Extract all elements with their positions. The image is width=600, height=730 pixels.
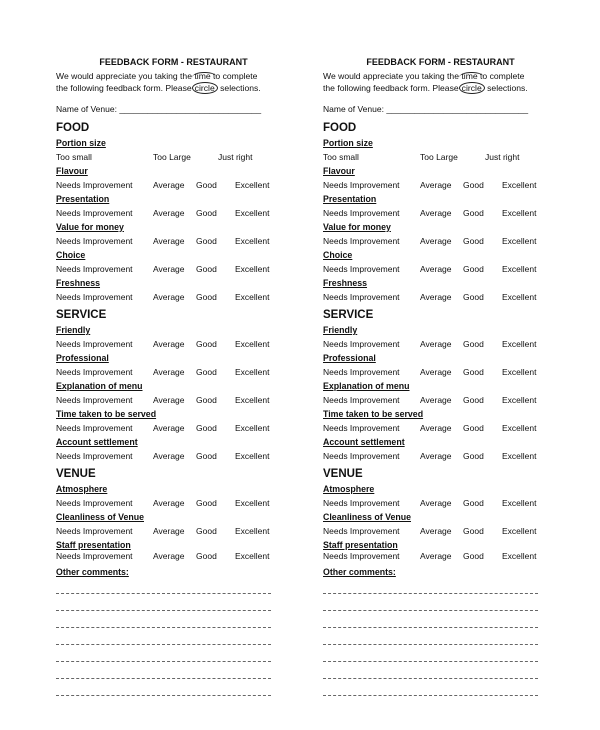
question-atmosphere: Atmosphere bbox=[323, 484, 375, 494]
option-average[interactable]: Average bbox=[420, 526, 452, 536]
option-too-small[interactable]: Too small bbox=[56, 152, 92, 162]
option-needs-improvement[interactable]: Needs Improvement bbox=[56, 526, 133, 536]
option-average[interactable]: Average bbox=[153, 339, 185, 349]
question-choice: Choice bbox=[323, 250, 353, 260]
option-excellent[interactable]: Excellent bbox=[502, 551, 537, 561]
question-portion-size: Portion size bbox=[56, 138, 106, 148]
option-excellent[interactable]: Excellent bbox=[235, 451, 270, 461]
option-good[interactable]: Good bbox=[463, 498, 484, 508]
option-needs-improvement[interactable]: Needs Improvement bbox=[323, 526, 400, 536]
option-good[interactable]: Good bbox=[196, 264, 217, 274]
intro-time-word: time bbox=[461, 71, 478, 81]
rating-options bbox=[56, 180, 291, 191]
service-heading: SERVICE bbox=[323, 309, 374, 321]
option-average[interactable]: Average bbox=[420, 423, 452, 433]
option-good[interactable]: Good bbox=[463, 292, 484, 302]
option-just-right[interactable]: Just right bbox=[218, 152, 253, 162]
comment-line[interactable] bbox=[56, 661, 271, 662]
option-needs-improvement[interactable]: Needs Improvement bbox=[56, 264, 133, 274]
rating-options bbox=[323, 551, 558, 562]
question-explanation-of-menu: Explanation of menu bbox=[56, 381, 143, 391]
food-heading: FOOD bbox=[323, 122, 357, 134]
rating-options bbox=[323, 208, 558, 219]
option-needs-improvement[interactable]: Needs Improvement bbox=[323, 451, 400, 461]
comment-line[interactable] bbox=[56, 695, 271, 696]
venue-heading: VENUE bbox=[56, 468, 96, 480]
option-average[interactable]: Average bbox=[153, 264, 185, 274]
rating-options bbox=[323, 526, 558, 537]
comment-line[interactable] bbox=[323, 678, 538, 679]
option-good[interactable]: Good bbox=[463, 264, 484, 274]
rating-options bbox=[323, 180, 558, 191]
option-excellent[interactable]: Excellent bbox=[502, 208, 537, 218]
option-average[interactable]: Average bbox=[420, 395, 452, 405]
intro-text-2: the following feedback form. Please bbox=[56, 83, 192, 93]
option-needs-improvement[interactable]: Needs Improvement bbox=[323, 395, 400, 405]
option-average[interactable]: Average bbox=[420, 264, 452, 274]
venue-name-field[interactable]: Name of Venue: ______________________________ bbox=[56, 104, 262, 114]
option-excellent[interactable]: Excellent bbox=[235, 339, 270, 349]
comment-line[interactable] bbox=[323, 593, 538, 594]
intro-circle-word: circle bbox=[192, 82, 218, 94]
form-title: FEEDBACK FORM - RESTAURANT bbox=[366, 57, 515, 67]
option-good[interactable]: Good bbox=[463, 208, 484, 218]
option-excellent[interactable]: Excellent bbox=[235, 208, 270, 218]
option-needs-improvement[interactable]: Needs Improvement bbox=[56, 395, 133, 405]
rating-options bbox=[323, 236, 558, 247]
question-friendly: Friendly bbox=[323, 325, 358, 335]
option-good[interactable]: Good bbox=[196, 451, 217, 461]
option-average[interactable]: Average bbox=[153, 423, 185, 433]
option-good[interactable]: Good bbox=[463, 395, 484, 405]
intro-text: We would appreciate you taking the bbox=[56, 71, 192, 81]
comment-line[interactable] bbox=[323, 610, 538, 611]
option-needs-improvement[interactable]: Needs Improvement bbox=[56, 451, 133, 461]
comment-line[interactable] bbox=[56, 678, 271, 679]
question-time-taken: Time taken to be served bbox=[323, 409, 424, 419]
option-needs-improvement[interactable]: Needs Improvement bbox=[56, 367, 133, 377]
comment-line[interactable] bbox=[56, 610, 271, 611]
option-needs-improvement[interactable]: Needs Improvement bbox=[323, 264, 400, 274]
option-needs-improvement[interactable]: Needs Improvement bbox=[56, 339, 133, 349]
option-excellent[interactable]: Excellent bbox=[502, 264, 537, 274]
option-average[interactable]: Average bbox=[420, 208, 452, 218]
intro-time-word: time bbox=[194, 71, 211, 81]
option-excellent[interactable]: Excellent bbox=[502, 526, 537, 536]
option-average[interactable]: Average bbox=[420, 367, 452, 377]
option-good[interactable]: Good bbox=[196, 526, 217, 536]
option-needs-improvement[interactable]: Needs Improvement bbox=[56, 292, 133, 302]
question-presentation: Presentation bbox=[323, 194, 377, 204]
comment-line[interactable] bbox=[56, 627, 271, 628]
option-too-large[interactable]: Too Large bbox=[153, 152, 191, 162]
option-too-small[interactable]: Too small bbox=[323, 152, 359, 162]
rating-options bbox=[56, 551, 291, 562]
option-average[interactable]: Average bbox=[420, 236, 452, 246]
question-cleanliness: Cleanliness of Venue bbox=[56, 512, 144, 522]
option-good[interactable]: Good bbox=[463, 551, 484, 561]
portion-size-options bbox=[56, 152, 291, 163]
option-needs-improvement[interactable]: Needs Improvement bbox=[323, 180, 400, 190]
option-average[interactable]: Average bbox=[153, 292, 185, 302]
other-comments-label: Other comments: bbox=[56, 567, 129, 577]
option-average[interactable]: Average bbox=[420, 180, 452, 190]
option-excellent[interactable]: Excellent bbox=[235, 292, 270, 302]
question-choice: Choice bbox=[56, 250, 86, 260]
option-good[interactable]: Good bbox=[463, 451, 484, 461]
rating-options bbox=[56, 292, 291, 303]
option-excellent[interactable]: Excellent bbox=[235, 367, 270, 377]
comment-line[interactable] bbox=[323, 627, 538, 628]
question-explanation-of-menu: Explanation of menu bbox=[323, 381, 410, 391]
option-average[interactable]: Average bbox=[153, 180, 185, 190]
option-excellent[interactable]: Excellent bbox=[502, 236, 537, 246]
rating-options bbox=[323, 264, 558, 275]
form-title: FEEDBACK FORM - RESTAURANT bbox=[99, 57, 248, 67]
question-staff-presentation: Staff presentation bbox=[56, 540, 131, 550]
option-good[interactable]: Good bbox=[196, 423, 217, 433]
comment-line[interactable] bbox=[323, 661, 538, 662]
question-presentation: Presentation bbox=[56, 194, 110, 204]
rating-options bbox=[56, 264, 291, 275]
option-average[interactable]: Average bbox=[153, 498, 185, 508]
question-value-for-money: Value for money bbox=[56, 222, 124, 232]
option-too-large[interactable]: Too Large bbox=[420, 152, 458, 162]
option-excellent[interactable]: Excellent bbox=[235, 180, 270, 190]
option-excellent[interactable]: Excellent bbox=[235, 264, 270, 274]
question-cleanliness: Cleanliness of Venue bbox=[323, 512, 411, 522]
rating-options bbox=[323, 339, 558, 350]
option-good[interactable]: Good bbox=[196, 208, 217, 218]
option-needs-improvement[interactable]: Needs Improvement bbox=[56, 236, 133, 246]
intro-text-2-end: selections. bbox=[487, 83, 528, 93]
venue-heading: VENUE bbox=[323, 468, 363, 480]
portion-size-options bbox=[323, 152, 558, 163]
question-professional: Professional bbox=[56, 353, 109, 363]
option-good[interactable]: Good bbox=[463, 236, 484, 246]
option-just-right[interactable]: Just right bbox=[485, 152, 520, 162]
rating-options bbox=[56, 367, 291, 378]
question-account-settlement: Account settlement bbox=[323, 437, 405, 447]
rating-options bbox=[56, 451, 291, 462]
intro-text-end: to complete bbox=[213, 71, 258, 81]
option-average[interactable]: Average bbox=[420, 498, 452, 508]
option-excellent[interactable]: Excellent bbox=[235, 423, 270, 433]
option-excellent[interactable]: Excellent bbox=[502, 395, 537, 405]
rating-options bbox=[56, 498, 291, 509]
option-average[interactable]: Average bbox=[153, 551, 185, 561]
option-excellent[interactable]: Excellent bbox=[235, 526, 270, 536]
option-excellent[interactable]: Excellent bbox=[502, 498, 537, 508]
rating-options bbox=[56, 423, 291, 434]
question-professional: Professional bbox=[323, 353, 376, 363]
rating-options bbox=[56, 208, 291, 219]
intro-text-end: to complete bbox=[480, 71, 525, 81]
option-needs-improvement[interactable]: Needs Improvement bbox=[56, 498, 133, 508]
option-good[interactable]: Good bbox=[196, 367, 217, 377]
option-needs-improvement[interactable]: Needs Improvement bbox=[323, 498, 400, 508]
question-time-taken: Time taken to be served bbox=[56, 409, 157, 419]
option-average[interactable]: Average bbox=[420, 551, 452, 561]
question-account-settlement: Account settlement bbox=[56, 437, 138, 447]
comment-line[interactable] bbox=[323, 644, 538, 645]
option-average[interactable]: Average bbox=[420, 451, 452, 461]
comment-line[interactable] bbox=[56, 593, 271, 594]
venue-name-field[interactable]: Name of Venue: ______________________________ bbox=[323, 104, 529, 114]
option-needs-improvement[interactable]: Needs Improvement bbox=[323, 551, 400, 561]
rating-options bbox=[323, 423, 558, 434]
rating-options bbox=[56, 526, 291, 537]
option-excellent[interactable]: Excellent bbox=[502, 423, 537, 433]
option-excellent[interactable]: Excellent bbox=[502, 339, 537, 349]
intro-text: We would appreciate you taking the bbox=[323, 71, 459, 81]
option-good[interactable]: Good bbox=[463, 367, 484, 377]
question-staff-presentation: Staff presentation bbox=[323, 540, 398, 550]
option-good[interactable]: Good bbox=[463, 526, 484, 536]
option-good[interactable]: Good bbox=[463, 180, 484, 190]
option-needs-improvement[interactable]: Needs Improvement bbox=[56, 180, 133, 190]
option-good[interactable]: Good bbox=[196, 180, 217, 190]
option-excellent[interactable]: Excellent bbox=[235, 236, 270, 246]
option-good[interactable]: Good bbox=[196, 395, 217, 405]
option-needs-improvement[interactable]: Needs Improvement bbox=[56, 208, 133, 218]
rating-options bbox=[56, 395, 291, 406]
option-excellent[interactable]: Excellent bbox=[235, 498, 270, 508]
option-excellent[interactable]: Excellent bbox=[502, 451, 537, 461]
intro-text-2: the following feedback form. Please bbox=[323, 83, 459, 93]
option-good[interactable]: Good bbox=[463, 423, 484, 433]
option-excellent[interactable]: Excellent bbox=[235, 551, 270, 561]
option-good[interactable]: Good bbox=[196, 498, 217, 508]
option-average[interactable]: Average bbox=[153, 367, 185, 377]
option-excellent[interactable]: Excellent bbox=[502, 292, 537, 302]
option-average[interactable]: Average bbox=[153, 236, 185, 246]
rating-options bbox=[323, 292, 558, 303]
option-needs-improvement[interactable]: Needs Improvement bbox=[323, 423, 400, 433]
option-needs-improvement[interactable]: Needs Improvement bbox=[56, 551, 133, 561]
intro-circle-word: circle bbox=[459, 82, 485, 94]
question-freshness: Freshness bbox=[323, 278, 368, 288]
rating-options bbox=[323, 451, 558, 462]
question-flavour: Flavour bbox=[56, 166, 88, 176]
question-value-for-money: Value for money bbox=[323, 222, 391, 232]
rating-options bbox=[323, 395, 558, 406]
service-heading: SERVICE bbox=[56, 309, 107, 321]
option-needs-improvement[interactable]: Needs Improvement bbox=[323, 339, 400, 349]
option-good[interactable]: Good bbox=[196, 236, 217, 246]
option-average[interactable]: Average bbox=[420, 339, 452, 349]
option-average[interactable]: Average bbox=[153, 395, 185, 405]
rating-options bbox=[323, 498, 558, 509]
rating-options bbox=[56, 339, 291, 350]
option-excellent[interactable]: Excellent bbox=[235, 395, 270, 405]
question-freshness: Freshness bbox=[56, 278, 101, 288]
other-comments-label: Other comments: bbox=[323, 567, 396, 577]
comment-line[interactable] bbox=[323, 695, 538, 696]
option-needs-improvement[interactable]: Needs Improvement bbox=[323, 208, 400, 218]
option-excellent[interactable]: Excellent bbox=[502, 367, 537, 377]
option-average[interactable]: Average bbox=[153, 526, 185, 536]
option-good[interactable]: Good bbox=[196, 339, 217, 349]
intro-text-2-end: selections. bbox=[220, 83, 261, 93]
option-average[interactable]: Average bbox=[153, 451, 185, 461]
option-needs-improvement[interactable]: Needs Improvement bbox=[56, 423, 133, 433]
option-needs-improvement[interactable]: Needs Improvement bbox=[323, 236, 400, 246]
option-needs-improvement[interactable]: Needs Improvement bbox=[323, 367, 400, 377]
option-average[interactable]: Average bbox=[153, 208, 185, 218]
rating-options bbox=[323, 367, 558, 378]
option-good[interactable]: Good bbox=[196, 292, 217, 302]
question-portion-size: Portion size bbox=[323, 138, 373, 148]
question-atmosphere: Atmosphere bbox=[56, 484, 108, 494]
option-needs-improvement[interactable]: Needs Improvement bbox=[323, 292, 400, 302]
option-excellent[interactable]: Excellent bbox=[502, 180, 537, 190]
option-good[interactable]: Good bbox=[196, 551, 217, 561]
question-flavour: Flavour bbox=[323, 166, 355, 176]
question-friendly: Friendly bbox=[56, 325, 91, 335]
comment-line[interactable] bbox=[56, 644, 271, 645]
option-good[interactable]: Good bbox=[463, 339, 484, 349]
option-average[interactable]: Average bbox=[420, 292, 452, 302]
food-heading: FOOD bbox=[56, 122, 90, 134]
rating-options bbox=[56, 236, 291, 247]
